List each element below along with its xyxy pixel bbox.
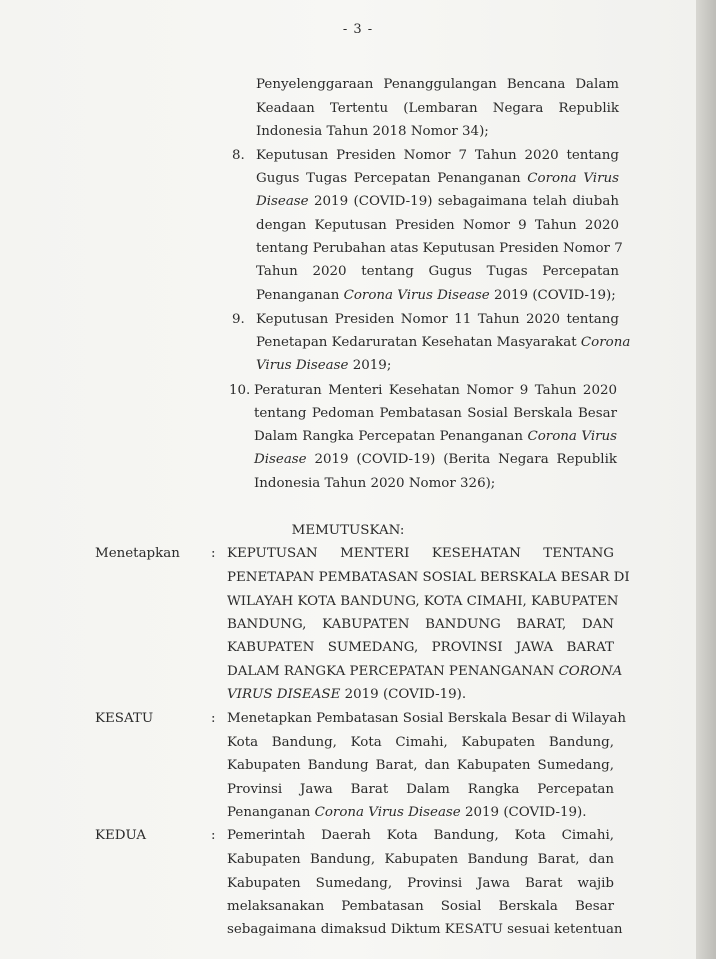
decision-title-line: WILAYAH KOTA BANDUNG, KOTA CIMAHI, KABUPATEN	[227, 594, 619, 609]
kedua-label: KEDUA	[95, 828, 147, 843]
page-edge-shadow	[696, 0, 716, 959]
kesatu-label: KESATU	[95, 711, 154, 726]
page-number: - 3 -	[342, 22, 374, 37]
list-item-line: Keputusan Presiden Nomor 7 Tahun 2020 tentang	[256, 148, 619, 163]
kedua-line: Kabupaten Bandung, Kabupaten Bandung Barat, dan	[227, 852, 614, 867]
list-continuation-line: Indonesia Tahun 2018 Nomor 34);	[256, 124, 489, 139]
list-item-line: Penanganan Corona Virus Disease 2019 (COVID-19);	[256, 288, 616, 303]
list-item-line: Virus Disease 2019;	[256, 358, 392, 373]
decision-title-line: KABUPATEN SUMEDANG, PROVINSI JAWA BARAT	[227, 640, 614, 655]
list-item-line: Penetapan Kedaruratan Kesehatan Masyarakat Corona	[256, 335, 631, 350]
kedua-line: melaksanakan Pembatasan Sosial Berskala Besar	[227, 899, 614, 914]
decision-title-line: VIRUS DISEASE 2019 (COVID-19).	[227, 687, 467, 702]
menetapkan-label: Menetapkan	[95, 546, 180, 561]
list-item-number: 8.	[232, 148, 245, 163]
kedua-line: sebagaimana dimaksud Diktum KESATU sesuai ketentuan	[227, 922, 623, 937]
list-item-line: Dalam Rangka Percepatan Penanganan Corona Virus	[254, 429, 618, 444]
kesatu-line: Provinsi Jawa Barat Dalam Rangka Percepatan	[227, 782, 614, 797]
list-continuation-line: Penyelenggaraan Penanggulangan Bencana Dalam	[256, 77, 619, 92]
list-item-line: tentang Pedoman Pembatasan Sosial Berskala Besar	[254, 406, 617, 421]
list-item-line: Disease 2019 (COVID-19) sebagaimana telah diubah	[256, 194, 619, 209]
list-item-line: Keputusan Presiden Nomor 11 Tahun 2020 tentang	[256, 312, 619, 327]
list-item-number: 10.	[229, 383, 251, 398]
list-continuation-line: Keadaan Tertentu (Lembaran Negara Republik	[256, 101, 619, 116]
colon: :	[211, 828, 216, 843]
kesatu-line: Menetapkan Pembatasan Sosial Berskala Besar di Wilayah	[227, 711, 626, 726]
list-item-line: tentang Perubahan atas Keputusan Presiden Nomor 7	[256, 241, 623, 256]
list-item-line: Gugus Tugas Percepatan Penanganan Corona Virus	[256, 171, 619, 186]
list-item-line: Indonesia Tahun 2020 Nomor 326);	[254, 476, 496, 491]
decision-title-line: PENETAPAN PEMBATASAN SOSIAL BERSKALA BESAR DI	[227, 570, 630, 585]
list-item-line: Peraturan Menteri Kesehatan Nomor 9 Tahun 2020	[254, 383, 617, 398]
kesatu-line: Penanganan Corona Virus Disease 2019 (COVID-19).	[227, 805, 587, 820]
list-item-line: Disease 2019 (COVID-19) (Berita Negara Republik	[254, 452, 617, 467]
kesatu-line: Kota Bandung, Kota Cimahi, Kabupaten Bandung,	[227, 735, 614, 750]
colon: :	[211, 546, 216, 561]
decision-title-line: BANDUNG, KABUPATEN BANDUNG BARAT, DAN	[227, 617, 614, 632]
kesatu-line: Kabupaten Bandung Barat, dan Kabupaten Sumedang,	[227, 758, 614, 773]
list-item-number: 9.	[232, 312, 245, 327]
kedua-line: Kabupaten Sumedang, Provinsi Jawa Barat wajib	[227, 876, 614, 891]
decision-heading: MEMUTUSKAN:	[291, 523, 405, 538]
kedua-line: Pemerintah Daerah Kota Bandung, Kota Cimahi,	[227, 828, 614, 843]
decision-title-line: DALAM RANGKA PERCEPATAN PENANGANAN CORONA	[227, 664, 623, 679]
list-item-line: Tahun 2020 tentang Gugus Tugas Percepatan	[256, 264, 619, 279]
decision-title-line: KEPUTUSAN MENTERI KESEHATAN TENTANG	[227, 546, 614, 561]
list-item-line: dengan Keputusan Presiden Nomor 9 Tahun 2020	[256, 218, 619, 233]
colon: :	[211, 711, 216, 726]
